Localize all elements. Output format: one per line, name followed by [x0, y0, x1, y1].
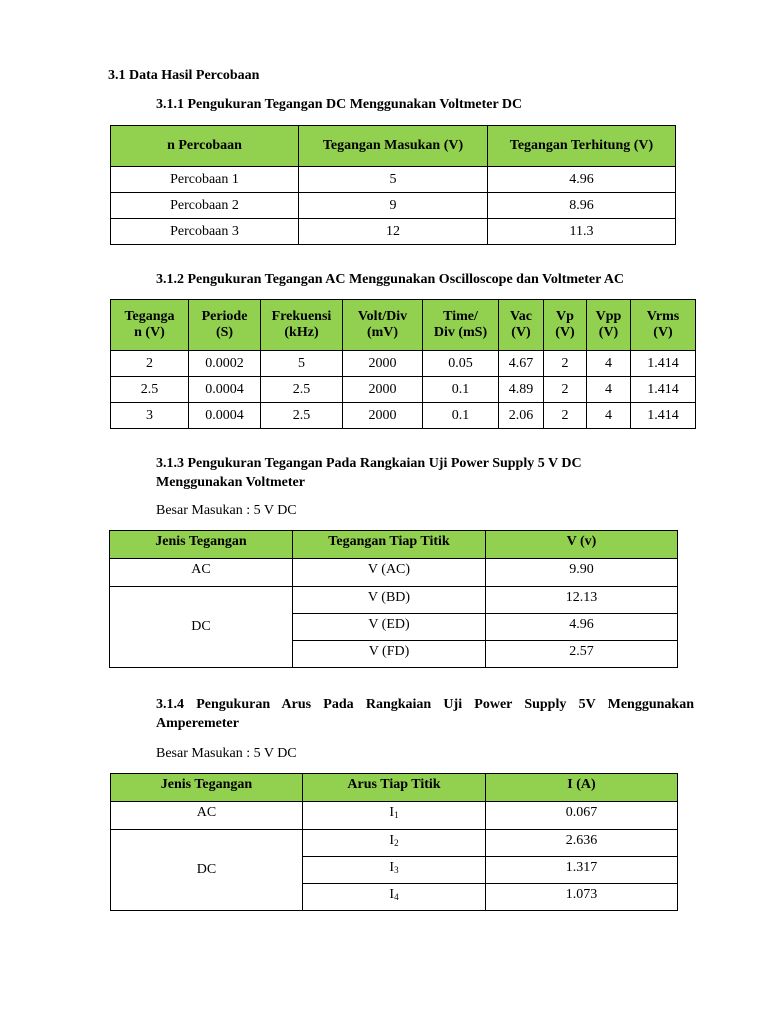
- table-cell: 11.3: [488, 219, 676, 245]
- title-line: Amperemeter: [156, 716, 239, 731]
- current-symbol: I: [389, 860, 395, 875]
- header-line: (mV): [366, 325, 399, 340]
- table-header: [423, 300, 499, 351]
- table-cell: [303, 802, 486, 830]
- table-cell: 2.57: [486, 641, 678, 668]
- ac-oscilloscope-table: [110, 299, 696, 429]
- power-supply-current-table: [110, 773, 678, 911]
- table-cell: V (ED): [293, 614, 486, 641]
- table-cell: 4.96: [488, 167, 676, 193]
- table-cell: 1.073: [486, 884, 678, 911]
- power-supply-voltage-table: [109, 530, 678, 668]
- table-cell: 1.414: [631, 377, 696, 403]
- table-cell: [303, 884, 486, 911]
- table-cell: 2: [544, 351, 587, 377]
- header-line: Div (mS): [433, 325, 488, 340]
- subsection-3-1-4-title: [156, 697, 694, 732]
- header-line: Volt/Div: [357, 309, 408, 324]
- table-cell: 2.5: [261, 403, 343, 429]
- table-cell: AC: [111, 802, 303, 830]
- table-cell: 2.5: [111, 377, 189, 403]
- table-cell: 4: [587, 403, 631, 429]
- table-cell: Percobaan 3: [111, 219, 299, 245]
- header-line: Vp: [556, 309, 574, 324]
- header-line: (V): [653, 325, 673, 340]
- table-cell: DC: [110, 587, 293, 668]
- dc-voltmeter-table: [110, 125, 676, 245]
- table-cell: V (FD): [293, 641, 486, 668]
- title-line: 3.1.3 Pengukuran Tegangan Pada Rangkaian Uji Power Supply 5 V DC: [156, 456, 582, 471]
- header-line: (kHz): [284, 325, 319, 340]
- header-line: Frekuensi: [271, 309, 332, 324]
- table-cell: 4: [587, 351, 631, 377]
- table-cell: 0.0002: [189, 351, 261, 377]
- subsection-3-1-3-title: [156, 456, 582, 491]
- table-header: V (v): [486, 531, 678, 559]
- table-header: Tegangan Terhitung (V): [488, 126, 676, 167]
- table-header: [544, 300, 587, 351]
- subsection-3-1-2-title: 3.1.2 Pengukuran Tegangan AC Menggunakan Oscilloscope dan Voltmeter AC: [156, 272, 625, 287]
- table-header: [189, 300, 261, 351]
- table-row: [111, 830, 678, 857]
- table-cell: 1.317: [486, 857, 678, 884]
- table-cell: [303, 857, 486, 884]
- table-cell: 0.1: [423, 403, 499, 429]
- table-cell: 9.90: [486, 559, 678, 587]
- header-line: Periode: [201, 309, 248, 324]
- table-header: Jenis Tegangan: [111, 774, 303, 802]
- table-cell: 4.67: [499, 351, 544, 377]
- input-label: Besar Masukan : 5 V DC: [156, 503, 297, 518]
- header-line: Vrms: [646, 309, 680, 324]
- table-cell: 4.89: [499, 377, 544, 403]
- table-row: [111, 193, 676, 219]
- table-header: [587, 300, 631, 351]
- table-header: Tegangan Masukan (V): [299, 126, 488, 167]
- header-line: (V): [555, 325, 575, 340]
- section-title: 3.1 Data Hasil Percobaan: [108, 68, 260, 83]
- table-cell: Percobaan 1: [111, 167, 299, 193]
- table-header: [631, 300, 696, 351]
- header-line: Teganga: [124, 309, 175, 324]
- table-cell: 2.06: [499, 403, 544, 429]
- header-line: Vpp: [595, 309, 622, 324]
- table-header: [111, 300, 189, 351]
- table-cell: V (AC): [293, 559, 486, 587]
- table-cell: 5: [299, 167, 488, 193]
- input-label: Besar Masukan : 5 V DC: [156, 746, 297, 761]
- table-cell: DC: [111, 830, 303, 911]
- current-subscript: 1: [394, 810, 399, 820]
- table-cell: 12.13: [486, 587, 678, 614]
- title-line: 3.1.4 Pengukuran Arus Pada Rangkaian Uji Power Supply 5V Menggunakan: [156, 697, 694, 712]
- table-cell: 9: [299, 193, 488, 219]
- table-cell: 2000: [343, 377, 423, 403]
- current-subscript: 2: [394, 838, 399, 848]
- table-row: [111, 219, 676, 245]
- table-cell: 8.96: [488, 193, 676, 219]
- table-row: [111, 377, 696, 403]
- table-cell: 4: [587, 377, 631, 403]
- table-cell: 0.1: [423, 377, 499, 403]
- header-line: (V): [598, 325, 619, 340]
- table-header: Jenis Tegangan: [110, 531, 293, 559]
- table-cell: 0.0004: [189, 403, 261, 429]
- table-row: [111, 802, 678, 830]
- table-row: [110, 587, 678, 614]
- table-header: I (A): [486, 774, 678, 802]
- table-cell: 0.0004: [189, 377, 261, 403]
- table-cell: Percobaan 2: [111, 193, 299, 219]
- header-line: (S): [215, 325, 234, 340]
- table-header: [499, 300, 544, 351]
- table-row: [110, 559, 678, 587]
- table-cell: 0.05: [423, 351, 499, 377]
- table-header: Arus Tiap Titik: [303, 774, 486, 802]
- table-cell: 2: [544, 377, 587, 403]
- table-cell: 2000: [343, 403, 423, 429]
- header-line: Time/: [443, 309, 478, 324]
- table-cell: 1.414: [631, 403, 696, 429]
- table-cell: 2: [544, 403, 587, 429]
- title-line: Menggunakan Voltmeter: [156, 475, 305, 490]
- current-symbol: I: [389, 833, 395, 848]
- table-cell: 1.414: [631, 351, 696, 377]
- current-subscript: 4: [394, 892, 399, 902]
- current-symbol: I: [389, 887, 395, 902]
- table-cell: 0.067: [486, 802, 678, 830]
- table-cell: V (BD): [293, 587, 486, 614]
- table-header: n Percobaan: [111, 126, 299, 167]
- table-cell: 12: [299, 219, 488, 245]
- header-line: n (V): [134, 325, 165, 340]
- table-cell: 2.5: [261, 377, 343, 403]
- header-line: (V): [511, 325, 531, 340]
- table-header: [343, 300, 423, 351]
- table-row: [111, 167, 676, 193]
- table-row: [111, 351, 696, 377]
- table-header: Tegangan Tiap Titik: [293, 531, 486, 559]
- current-subscript: 3: [394, 865, 399, 875]
- table-cell: 3: [111, 403, 189, 429]
- table-cell: [303, 830, 486, 857]
- table-cell: 2000: [343, 351, 423, 377]
- table-cell: 4.96: [486, 614, 678, 641]
- table-cell: 5: [261, 351, 343, 377]
- header-line: Vac: [509, 309, 533, 324]
- table-cell: AC: [110, 559, 293, 587]
- current-symbol: I: [389, 805, 395, 820]
- table-header: [261, 300, 343, 351]
- subsection-3-1-1-title: 3.1.1 Pengukuran Tegangan DC Menggunakan Voltmeter DC: [156, 97, 523, 112]
- table-row: [111, 403, 696, 429]
- table-cell: 2.636: [486, 830, 678, 857]
- table-cell: 2: [111, 351, 189, 377]
